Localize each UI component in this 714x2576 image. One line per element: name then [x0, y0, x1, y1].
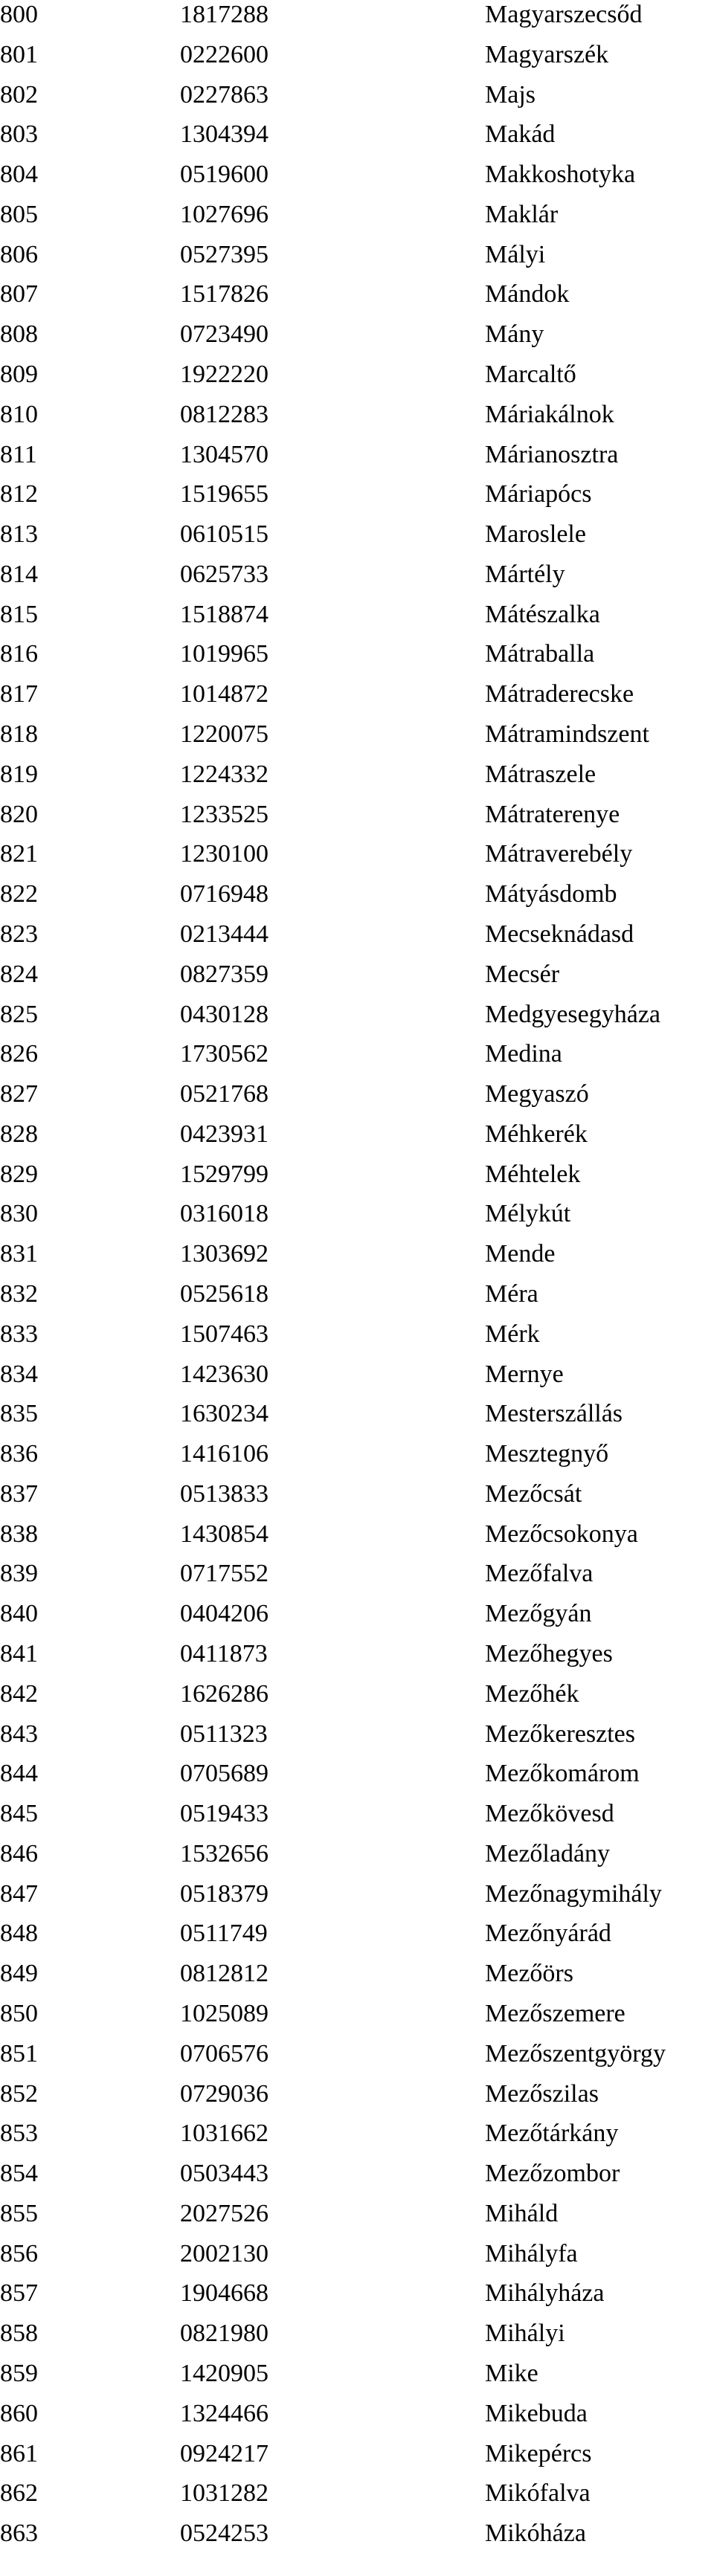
settlement-code: 1025089 — [180, 2000, 268, 2027]
settlement-name: Mány — [485, 320, 544, 349]
row-index: 858 — [0, 2320, 38, 2348]
row-index: 862 — [0, 2479, 38, 2508]
settlement-code: 0729036 — [180, 2079, 268, 2108]
row-index: 839 — [0, 1560, 38, 1588]
table-row — [0, 235, 714, 275]
table-row — [0, 274, 714, 314]
table-row — [0, 314, 714, 355]
row-index: 809 — [0, 361, 38, 389]
settlement-name: Mecsér — [485, 960, 560, 988]
table-row — [0, 435, 714, 475]
settlement-name: Mélykút — [485, 1200, 571, 1228]
settlement-name: Mesztegnyő — [485, 1440, 609, 1468]
settlement-code: 0316018 — [180, 1200, 268, 1228]
settlement-name: Méhtelek — [485, 1160, 581, 1188]
row-index: 824 — [0, 960, 38, 988]
settlement-code: 1324466 — [180, 2399, 268, 2427]
settlement-name: Mezőcsokonya — [485, 1520, 638, 1548]
table-row — [0, 1954, 714, 1994]
row-index: 803 — [0, 120, 38, 149]
table-row — [0, 2034, 714, 2074]
settlement-code: 1817288 — [180, 1, 268, 28]
row-index: 840 — [0, 1600, 38, 1628]
table-row — [0, 1634, 714, 1674]
settlement-name: Mezőzombor — [485, 2160, 620, 2188]
settlement-name: Mezőcsát — [485, 1479, 582, 1508]
settlement-name: Mezőhegyes — [485, 1639, 613, 1668]
table-row — [0, 834, 714, 874]
settlement-code: 1423630 — [180, 1360, 268, 1388]
settlement-name: Mezőgyán — [485, 1600, 592, 1628]
settlement-code: 1224332 — [180, 760, 268, 788]
settlement-name: Mándok — [485, 280, 570, 309]
row-index: 806 — [0, 240, 38, 268]
settlement-name: Mátraszele — [485, 760, 596, 788]
row-index: 810 — [0, 400, 38, 428]
table-row — [0, 35, 714, 75]
settlement-code: 0519433 — [180, 1800, 268, 1828]
settlement-name: Magyarszék — [485, 40, 609, 68]
table-row — [0, 1754, 714, 1794]
settlement-code: 0521768 — [180, 1080, 268, 1108]
row-index: 814 — [0, 560, 38, 588]
row-index: 860 — [0, 2399, 38, 2427]
settlement-code: 1630234 — [180, 1400, 268, 1428]
row-index: 833 — [0, 1320, 38, 1348]
settlement-code: 0706576 — [180, 2039, 268, 2067]
table-row — [0, 2434, 714, 2474]
settlement-name: Makkoshotyka — [485, 161, 636, 189]
settlement-code: 1220075 — [180, 720, 268, 749]
settlement-name: Mikepércs — [485, 2439, 592, 2467]
settlement-name: Mernye — [485, 1360, 564, 1388]
settlement-name: Mihályi — [485, 2320, 565, 2348]
settlement-name: Mike — [485, 2360, 538, 2388]
settlement-code: 1922220 — [180, 361, 268, 389]
row-index: 849 — [0, 1960, 38, 1988]
settlement-name: Mesterszállás — [485, 1400, 623, 1428]
row-index: 819 — [0, 760, 38, 788]
table-row — [0, 1434, 714, 1474]
settlement-code: 1532656 — [180, 1839, 268, 1868]
settlement-code: 1904668 — [180, 2279, 268, 2308]
settlement-code: 0717552 — [180, 1560, 268, 1588]
table-row — [0, 2234, 714, 2274]
row-index: 825 — [0, 1000, 38, 1028]
settlement-code: 0511749 — [180, 1920, 268, 1948]
row-index: 857 — [0, 2279, 38, 2308]
table-row — [0, 2273, 714, 2314]
settlement-name: Mende — [485, 1240, 556, 1268]
settlement-code: 0705689 — [180, 1760, 268, 1788]
row-index: 845 — [0, 1800, 38, 1828]
row-index: 847 — [0, 1879, 38, 1908]
table-row — [0, 114, 714, 155]
row-index: 812 — [0, 480, 38, 509]
row-index: 823 — [0, 920, 38, 948]
settlement-name: Miháld — [485, 2199, 559, 2227]
settlement-name: Mezőszilas — [485, 2079, 599, 2108]
row-index: 829 — [0, 1160, 38, 1188]
table-row — [0, 2394, 714, 2434]
table-row — [0, 1794, 714, 1834]
settlement-name: Mérk — [485, 1320, 540, 1348]
settlement-name: Mezőkövesd — [485, 1800, 614, 1828]
table-row — [0, 914, 714, 955]
settlement-name: Mályi — [485, 240, 546, 268]
settlement-code: 0812283 — [180, 400, 268, 428]
settlement-name: Mezőkeresztes — [485, 1720, 636, 1748]
table-row — [0, 1874, 714, 1914]
settlement-name: Mezőszentgyörgy — [485, 2039, 666, 2067]
settlement-code: 0423931 — [180, 1120, 268, 1148]
row-index: 811 — [0, 440, 37, 468]
row-index: 851 — [0, 2039, 38, 2067]
settlement-name: Mezőkomárom — [485, 1760, 640, 1788]
settlement-code: 0411873 — [180, 1639, 268, 1668]
settlement-name: Megyaszó — [485, 1080, 589, 1108]
row-index: 861 — [0, 2439, 38, 2467]
settlement-name: Mezőnagymihály — [485, 1879, 662, 1908]
settlement-code: 0525618 — [180, 1279, 268, 1308]
table-row — [0, 1194, 714, 1234]
settlement-name: Mártély — [485, 560, 565, 588]
row-index: 802 — [0, 80, 38, 109]
settlement-name: Maklár — [485, 200, 559, 228]
settlement-name: Máriapócs — [485, 480, 592, 509]
table-row — [0, 874, 714, 914]
settlement-name: Makád — [485, 120, 556, 149]
settlement-code: 1420905 — [180, 2360, 268, 2388]
settlement-code: 0511323 — [180, 1720, 268, 1748]
row-index: 830 — [0, 1200, 38, 1228]
settlement-code: 0213444 — [180, 920, 268, 948]
settlement-code: 0513833 — [180, 1479, 268, 1508]
row-index: 813 — [0, 520, 38, 549]
row-index: 821 — [0, 840, 38, 868]
settlement-name: Magyarszecsőd — [485, 1, 643, 28]
table-row — [0, 2314, 714, 2354]
settlement-code: 1230100 — [180, 840, 268, 868]
row-index: 818 — [0, 720, 38, 749]
settlement-code: 0610515 — [180, 520, 268, 549]
row-index: 836 — [0, 1440, 38, 1468]
table-row — [0, 995, 714, 1035]
table-row — [0, 2154, 714, 2194]
table-row — [0, 2194, 714, 2234]
row-index: 854 — [0, 2160, 38, 2188]
table-row — [0, 1594, 714, 1634]
row-index: 855 — [0, 2199, 38, 2227]
table-row — [0, 1914, 714, 1954]
table-row — [0, 0, 714, 35]
table-row — [0, 2514, 714, 2554]
row-index: 816 — [0, 640, 38, 668]
table-row — [0, 1674, 714, 1714]
table-row — [0, 2114, 714, 2154]
row-index: 838 — [0, 1520, 38, 1548]
table-row — [0, 1314, 714, 1355]
table-row — [0, 1554, 714, 1594]
settlement-code: 0821980 — [180, 2320, 268, 2348]
settlement-name: Mikebuda — [485, 2399, 588, 2427]
settlement-name: Máriakálnok — [485, 400, 614, 428]
settlement-name: Mezőszemere — [485, 2000, 625, 2027]
row-index: 831 — [0, 1240, 38, 1268]
settlement-name: Méra — [485, 1279, 538, 1308]
settlement-code: 0625733 — [180, 560, 268, 588]
table-row — [0, 2074, 714, 2114]
row-index: 856 — [0, 2239, 38, 2267]
row-index: 834 — [0, 1360, 38, 1388]
settlement-name: Mezőfalva — [485, 1560, 594, 1588]
row-index: 826 — [0, 1040, 38, 1068]
row-index: 817 — [0, 680, 38, 708]
settlement-name: Márianosztra — [485, 440, 619, 468]
row-index: 853 — [0, 2120, 38, 2148]
row-index: 801 — [0, 40, 38, 68]
row-index: 808 — [0, 320, 38, 349]
table-row — [0, 1155, 714, 1195]
row-index: 800 — [0, 1, 38, 28]
row-index: 820 — [0, 800, 38, 828]
settlement-code: 1519655 — [180, 480, 268, 509]
table-row — [0, 1394, 714, 1434]
row-index: 815 — [0, 600, 38, 628]
row-index: 859 — [0, 2360, 38, 2388]
row-index: 843 — [0, 1720, 38, 1748]
table-row — [0, 514, 714, 555]
settlement-code: 1416106 — [180, 1440, 268, 1468]
table-row — [0, 1355, 714, 1395]
table-row — [0, 1834, 714, 1874]
settlement-code: 1014872 — [180, 680, 268, 708]
settlement-code: 0827359 — [180, 960, 268, 988]
table-row — [0, 195, 714, 235]
settlement-code: 0519600 — [180, 161, 268, 189]
settlement-name: Maroslele — [485, 520, 586, 549]
settlement-name: Mikóháza — [485, 2519, 586, 2548]
settlement-code: 1518874 — [180, 600, 268, 628]
row-index: 807 — [0, 280, 38, 309]
settlement-code: 0430128 — [180, 1000, 268, 1028]
table-row — [0, 595, 714, 635]
row-index: 841 — [0, 1639, 38, 1668]
settlement-code: 1303692 — [180, 1240, 268, 1268]
settlement-name: Marcaltő — [485, 361, 576, 389]
settlement-code: 0503443 — [180, 2160, 268, 2188]
settlement-name: Mihályháza — [485, 2279, 605, 2308]
row-index: 850 — [0, 2000, 38, 2027]
settlement-code: 0404206 — [180, 1600, 268, 1628]
row-index: 852 — [0, 2079, 38, 2108]
table-row — [0, 75, 714, 115]
table-row — [0, 1474, 714, 1514]
settlement-name: Mátraterenye — [485, 800, 620, 828]
settlement-name: Mikófalva — [485, 2479, 591, 2508]
settlement-code: 0723490 — [180, 320, 268, 349]
row-index: 832 — [0, 1279, 38, 1308]
settlement-code: 0924217 — [180, 2439, 268, 2467]
settlement-name: Medina — [485, 1040, 562, 1068]
settlement-name: Medgyesegyháza — [485, 1000, 661, 1028]
table-row — [0, 1114, 714, 1155]
table-row — [0, 155, 714, 195]
settlement-name: Mezőtárkány — [485, 2120, 619, 2148]
row-index: 846 — [0, 1839, 38, 1868]
row-index: 804 — [0, 161, 38, 189]
settlement-name: Méhkerék — [485, 1120, 588, 1148]
table-row — [0, 1714, 714, 1755]
settlement-code: 2027526 — [180, 2199, 268, 2227]
settlement-code: 1304394 — [180, 120, 268, 149]
row-index: 835 — [0, 1400, 38, 1428]
table-row — [0, 1994, 714, 2034]
row-index: 863 — [0, 2519, 38, 2548]
table-row — [0, 1274, 714, 1314]
settlement-code: 1529799 — [180, 1160, 268, 1188]
table-row — [0, 355, 714, 395]
row-index: 828 — [0, 1120, 38, 1148]
table-row — [0, 1234, 714, 1274]
row-index: 822 — [0, 880, 38, 908]
settlement-code: 0222600 — [180, 40, 268, 68]
settlement-code: 0518379 — [180, 1879, 268, 1908]
settlement-code: 0527395 — [180, 240, 268, 268]
settlement-name: Mátramindszent — [485, 720, 649, 749]
settlement-name: Mihályfa — [485, 2239, 578, 2267]
settlement-code: 1027696 — [180, 200, 268, 228]
settlement-name: Mátraballa — [485, 640, 595, 668]
settlement-name: Mezőladány — [485, 1839, 611, 1868]
settlement-code: 2002130 — [180, 2239, 268, 2267]
settlement-code: 0812812 — [180, 1960, 268, 1988]
settlement-name: Mecseknádasd — [485, 920, 634, 948]
table-row — [0, 395, 714, 435]
settlement-code: 1031282 — [180, 2479, 268, 2508]
row-index: 842 — [0, 1679, 38, 1708]
table-row — [0, 1514, 714, 1555]
table-row — [0, 474, 714, 514]
settlement-name: Mátészalka — [485, 600, 600, 628]
table-row — [0, 714, 714, 755]
table-row — [0, 1074, 714, 1114]
row-index: 848 — [0, 1920, 38, 1948]
table-row — [0, 755, 714, 795]
table-row — [0, 634, 714, 674]
settlement-code: 1626286 — [180, 1679, 268, 1708]
settlement-code: 1304570 — [180, 440, 268, 468]
settlement-code: 1730562 — [180, 1040, 268, 1068]
settlement-name: Mátraderecske — [485, 680, 634, 708]
settlement-name: Mezőörs — [485, 1960, 573, 1988]
table-row — [0, 555, 714, 595]
settlement-code: 0716948 — [180, 880, 268, 908]
settlement-code: 1233525 — [180, 800, 268, 828]
settlement-code: 1019965 — [180, 640, 268, 668]
table-row — [0, 955, 714, 995]
row-index: 844 — [0, 1760, 38, 1788]
settlement-name: Mátyásdomb — [485, 880, 617, 908]
table-row — [0, 1034, 714, 1074]
settlement-code: 1031662 — [180, 2120, 268, 2148]
settlement-code: 0524253 — [180, 2519, 268, 2548]
row-index: 805 — [0, 200, 38, 228]
settlement-code: 1517826 — [180, 280, 268, 309]
settlement-code: 1507463 — [180, 1320, 268, 1348]
table-row — [0, 2354, 714, 2394]
settlement-code: 0227863 — [180, 80, 268, 109]
settlement-name: Mátraverebély — [485, 840, 633, 868]
settlement-name: Mezőhék — [485, 1679, 579, 1708]
settlement-name: Mezőnyárád — [485, 1920, 611, 1948]
table-row — [0, 795, 714, 835]
table-row — [0, 674, 714, 714]
row-index: 827 — [0, 1080, 38, 1108]
row-index: 837 — [0, 1479, 38, 1508]
settlement-name: Majs — [485, 80, 536, 109]
settlement-code: 1430854 — [180, 1520, 268, 1548]
table-row — [0, 2473, 714, 2514]
